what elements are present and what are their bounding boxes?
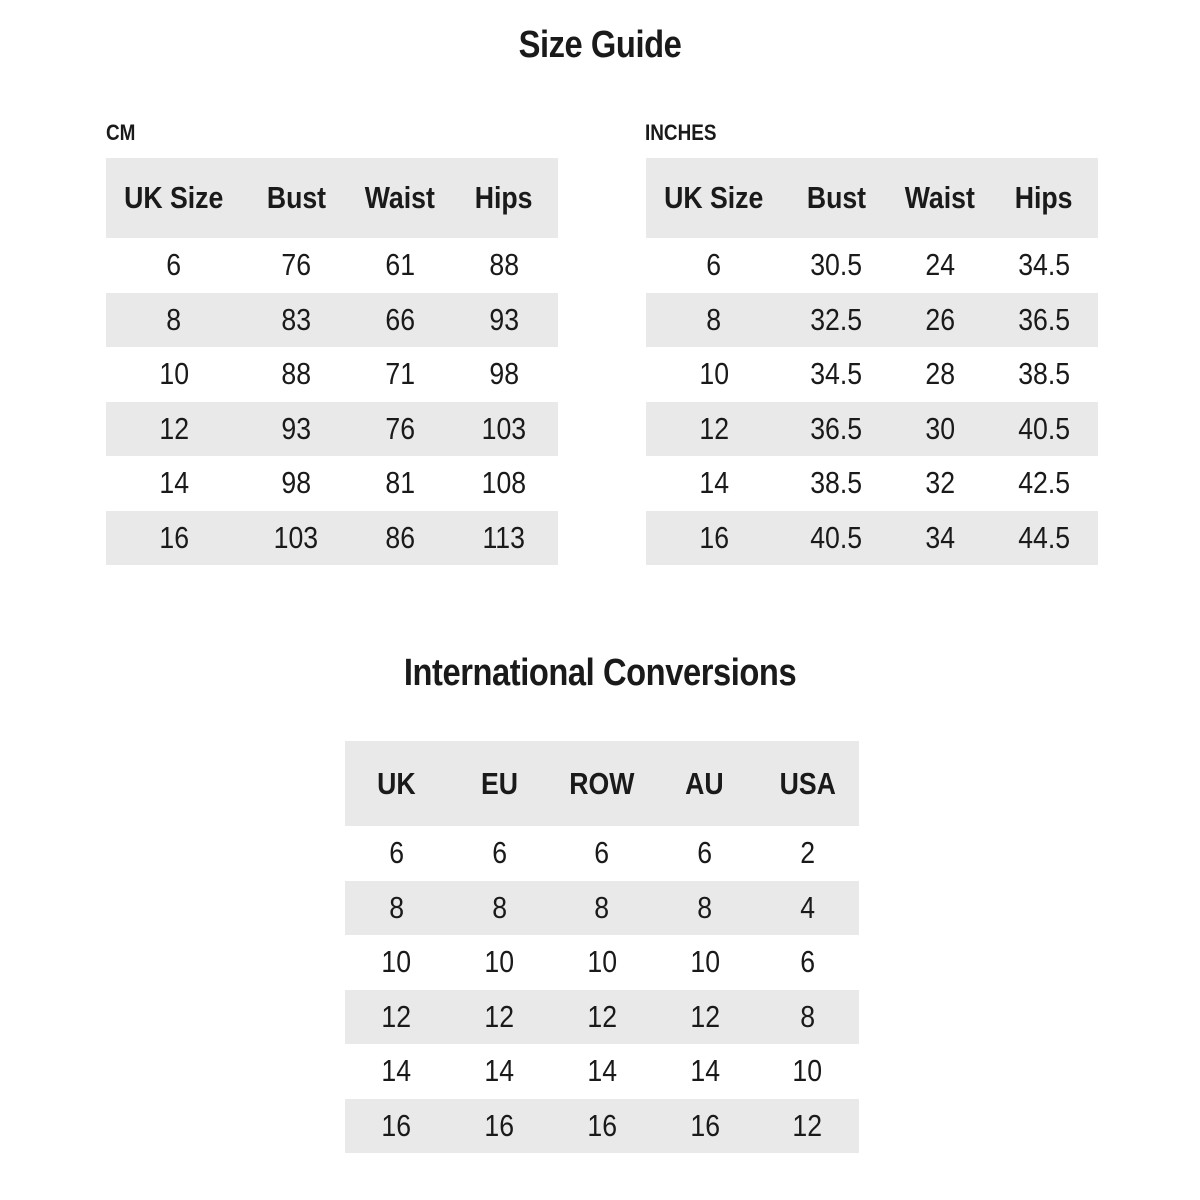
cell-value: 66 xyxy=(385,301,415,337)
table-cell xyxy=(782,511,890,566)
table-cell xyxy=(782,238,890,293)
cell-value: 36.5 xyxy=(1018,301,1070,337)
table-cell xyxy=(448,935,551,990)
cell-value: 6 xyxy=(594,835,610,871)
table-cell xyxy=(345,881,448,936)
column-header xyxy=(450,158,558,238)
cell-value: 8 xyxy=(800,998,816,1034)
table-row xyxy=(106,456,558,511)
cell-value: 8 xyxy=(706,301,722,337)
table-row xyxy=(646,238,1098,293)
table-cell xyxy=(106,293,242,348)
cell-value: 81 xyxy=(385,465,415,501)
cell-value: 30.5 xyxy=(810,247,862,283)
cell-value: 76 xyxy=(385,410,415,446)
table-cell xyxy=(450,238,558,293)
cell-value: 12 xyxy=(699,410,729,446)
table-row xyxy=(345,826,859,881)
table-cell xyxy=(551,1044,654,1099)
column-header-label: Waist xyxy=(904,180,976,215)
cell-value: 10 xyxy=(381,944,412,980)
table-cell xyxy=(242,402,350,457)
cell-value: 12 xyxy=(792,1107,823,1143)
column-header-label: AU xyxy=(685,765,725,801)
cell-value: 10 xyxy=(587,944,617,980)
table-cell xyxy=(782,293,890,348)
table-cell xyxy=(242,238,350,293)
cell-value: 38.5 xyxy=(1018,356,1070,392)
column-header xyxy=(345,741,448,826)
table-cell xyxy=(890,402,990,457)
column-header-label: Bust xyxy=(266,180,326,215)
cell-value: 32 xyxy=(925,465,955,501)
table-header-row xyxy=(646,158,1098,238)
cell-value: 38.5 xyxy=(810,465,862,501)
column-header xyxy=(106,158,242,238)
table-header-row xyxy=(106,158,558,238)
table-header-row xyxy=(345,741,859,826)
cell-value: 16 xyxy=(699,519,729,555)
cell-value: 24 xyxy=(925,247,955,283)
cell-value: 4 xyxy=(800,889,816,925)
table-cell xyxy=(450,402,558,457)
column-header xyxy=(756,741,859,826)
cell-value: 93 xyxy=(489,301,519,337)
column-header-label: UK Size xyxy=(124,180,224,215)
table-row xyxy=(646,456,1098,511)
table-row xyxy=(345,935,859,990)
cell-value: 10 xyxy=(792,1053,823,1089)
table-cell xyxy=(990,347,1098,402)
cell-value: 113 xyxy=(482,519,526,555)
table-cell xyxy=(990,293,1098,348)
cell-value: 34.5 xyxy=(1018,247,1070,283)
table-cell xyxy=(106,456,242,511)
cm-size-table xyxy=(106,158,558,565)
cell-value: 10 xyxy=(484,944,515,980)
cell-value: 6 xyxy=(166,247,182,283)
cell-value: 83 xyxy=(281,301,311,337)
table-cell xyxy=(345,1099,448,1154)
table-cell xyxy=(653,826,756,881)
cell-value: 40.5 xyxy=(1018,410,1070,446)
cell-value: 86 xyxy=(385,519,415,555)
table-cell xyxy=(448,1044,551,1099)
table-cell xyxy=(646,456,782,511)
cell-value: 12 xyxy=(159,410,189,446)
table-cell xyxy=(450,347,558,402)
cell-value: 71 xyxy=(385,356,415,392)
table-row xyxy=(345,1044,859,1099)
cell-value: 6 xyxy=(388,835,404,871)
table-cell xyxy=(450,293,558,348)
international-conversions-table xyxy=(345,741,859,1153)
table-row xyxy=(345,990,859,1045)
cell-value: 36.5 xyxy=(810,410,862,446)
column-header xyxy=(448,741,551,826)
table-cell xyxy=(653,1099,756,1154)
column-header-label: UK Size xyxy=(664,180,764,215)
column-header-label: Hips xyxy=(475,180,533,215)
cell-value: 12 xyxy=(689,998,720,1034)
table-cell xyxy=(350,347,450,402)
cell-value: 61 xyxy=(385,247,415,283)
cell-value: 6 xyxy=(800,944,816,980)
inches-size-table xyxy=(646,158,1098,565)
table-cell xyxy=(551,881,654,936)
table-cell xyxy=(345,935,448,990)
cell-value: 103 xyxy=(481,410,527,446)
column-header xyxy=(551,741,654,826)
cm-table-label: CM xyxy=(106,120,136,145)
cell-value: 14 xyxy=(587,1053,617,1089)
cell-value: 34 xyxy=(925,519,955,555)
cell-value: 14 xyxy=(159,465,189,501)
table-cell xyxy=(653,990,756,1045)
cell-value: 42.5 xyxy=(1018,465,1070,501)
table-cell xyxy=(350,293,450,348)
table-cell xyxy=(242,347,350,402)
cell-value: 16 xyxy=(689,1107,720,1143)
cell-value: 14 xyxy=(689,1053,720,1089)
table-cell xyxy=(990,511,1098,566)
inches-table-label: INCHES xyxy=(645,120,717,145)
column-header-label: Bust xyxy=(806,180,866,215)
table-cell xyxy=(653,881,756,936)
table-cell xyxy=(350,511,450,566)
cell-value: 30 xyxy=(925,410,955,446)
cell-value: 103 xyxy=(273,519,319,555)
table-cell xyxy=(653,935,756,990)
column-header-label: UK xyxy=(377,765,416,801)
table-cell xyxy=(890,347,990,402)
cell-value: 28 xyxy=(925,356,955,392)
column-header-label: USA xyxy=(779,765,836,801)
table-cell xyxy=(782,456,890,511)
table-cell xyxy=(646,402,782,457)
table-cell xyxy=(646,238,782,293)
cell-value: 12 xyxy=(587,998,617,1034)
column-header xyxy=(646,158,782,238)
table-cell xyxy=(756,881,859,936)
table-cell xyxy=(756,990,859,1045)
cell-value: 26 xyxy=(925,301,955,337)
column-header xyxy=(990,158,1098,238)
table-cell xyxy=(450,456,558,511)
cell-value: 10 xyxy=(699,356,729,392)
table-cell xyxy=(448,826,551,881)
table-row xyxy=(106,238,558,293)
table-cell xyxy=(106,511,242,566)
table-cell xyxy=(890,511,990,566)
table-cell xyxy=(551,990,654,1045)
international-conversions-title: International Conversions xyxy=(403,652,797,694)
size-guide-title: Size Guide xyxy=(518,24,682,66)
table-cell xyxy=(756,826,859,881)
table-row xyxy=(106,511,558,566)
cell-value: 88 xyxy=(281,356,311,392)
column-header xyxy=(350,158,450,238)
table-row xyxy=(646,511,1098,566)
column-header xyxy=(890,158,990,238)
table-cell xyxy=(890,238,990,293)
cell-value: 88 xyxy=(489,247,519,283)
table-cell xyxy=(782,402,890,457)
column-header xyxy=(653,741,756,826)
cell-value: 16 xyxy=(587,1107,617,1143)
table-cell xyxy=(450,511,558,566)
table-cell xyxy=(890,456,990,511)
column-header xyxy=(782,158,890,238)
table-row xyxy=(106,347,558,402)
cell-value: 76 xyxy=(281,247,311,283)
cell-value: 8 xyxy=(491,889,507,925)
cell-value: 10 xyxy=(689,944,720,980)
cell-value: 6 xyxy=(491,835,507,871)
table-cell xyxy=(990,238,1098,293)
table-cell xyxy=(551,935,654,990)
table-cell xyxy=(106,347,242,402)
table-cell xyxy=(350,402,450,457)
cell-value: 14 xyxy=(699,465,729,501)
cell-value: 2 xyxy=(800,835,816,871)
cell-value: 12 xyxy=(484,998,515,1034)
cell-value: 32.5 xyxy=(810,301,862,337)
table-cell xyxy=(756,1099,859,1154)
table-cell xyxy=(350,456,450,511)
table-row xyxy=(106,402,558,457)
table-cell xyxy=(448,881,551,936)
table-cell xyxy=(990,402,1098,457)
cell-value: 98 xyxy=(489,356,519,392)
table-cell xyxy=(646,511,782,566)
cell-value: 108 xyxy=(481,465,527,501)
cell-value: 93 xyxy=(281,410,311,446)
column-header-label: Hips xyxy=(1015,180,1073,215)
table-cell xyxy=(242,293,350,348)
cell-value: 14 xyxy=(484,1053,515,1089)
table-cell xyxy=(106,402,242,457)
table-row xyxy=(345,881,859,936)
cell-value: 44.5 xyxy=(1018,519,1070,555)
cell-value: 8 xyxy=(388,889,404,925)
table-cell xyxy=(646,347,782,402)
table-row xyxy=(646,293,1098,348)
table-cell xyxy=(448,990,551,1045)
cell-value: 40.5 xyxy=(810,519,862,555)
table-cell xyxy=(345,826,448,881)
table-cell xyxy=(242,511,350,566)
table-row xyxy=(646,402,1098,457)
column-header-label: ROW xyxy=(569,765,635,801)
table-cell xyxy=(345,1044,448,1099)
table-cell xyxy=(782,347,890,402)
table-cell xyxy=(551,1099,654,1154)
table-row xyxy=(646,347,1098,402)
table-cell xyxy=(990,456,1098,511)
cell-value: 6 xyxy=(706,247,722,283)
table-cell xyxy=(350,238,450,293)
cell-value: 14 xyxy=(381,1053,412,1089)
cell-value: 8 xyxy=(166,301,182,337)
table-cell xyxy=(242,456,350,511)
column-header xyxy=(242,158,350,238)
table-cell xyxy=(646,293,782,348)
column-header-label: EU xyxy=(480,765,518,801)
table-cell xyxy=(756,1044,859,1099)
table-row xyxy=(345,1099,859,1154)
cell-value: 8 xyxy=(594,889,610,925)
column-header-label: Waist xyxy=(364,180,436,215)
table-cell xyxy=(106,238,242,293)
cell-value: 16 xyxy=(484,1107,515,1143)
cell-value: 98 xyxy=(281,465,311,501)
table-cell xyxy=(890,293,990,348)
table-cell xyxy=(345,990,448,1045)
cell-value: 16 xyxy=(159,519,189,555)
cell-value: 8 xyxy=(697,889,713,925)
cell-value: 10 xyxy=(159,356,189,392)
table-cell xyxy=(653,1044,756,1099)
table-row xyxy=(106,293,558,348)
table-cell xyxy=(551,826,654,881)
cell-value: 16 xyxy=(381,1107,412,1143)
cell-value: 6 xyxy=(697,835,713,871)
table-cell xyxy=(756,935,859,990)
cell-value: 12 xyxy=(381,998,412,1034)
cell-value: 34.5 xyxy=(810,356,862,392)
table-cell xyxy=(448,1099,551,1154)
